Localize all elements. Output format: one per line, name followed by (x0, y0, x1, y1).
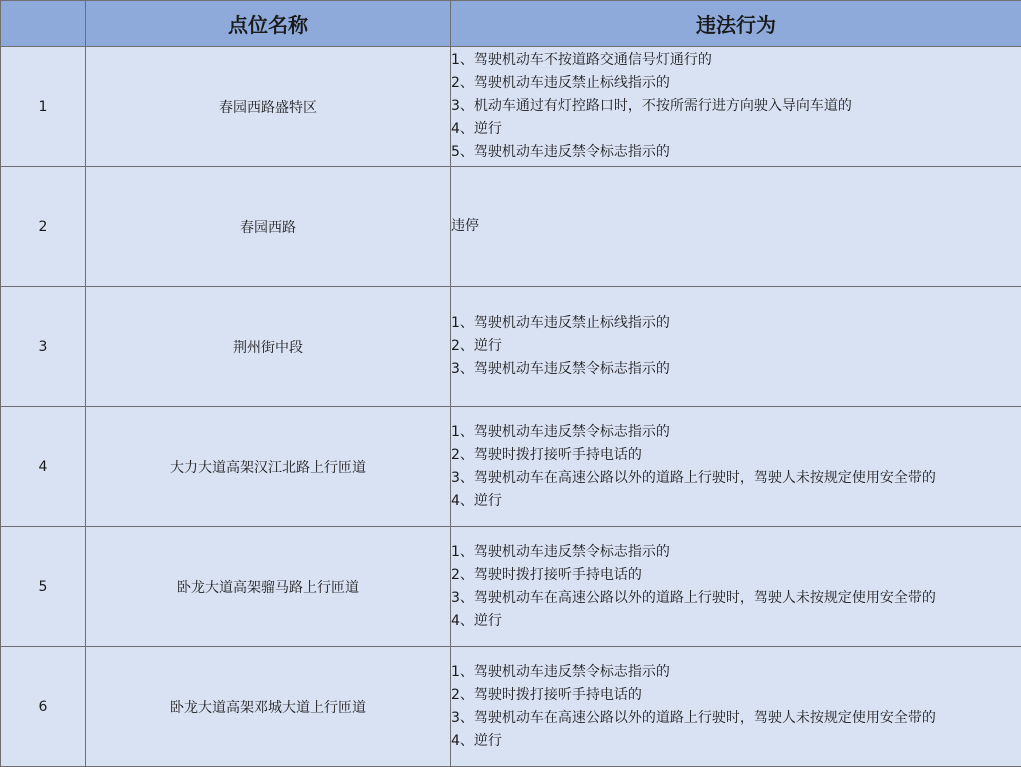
row-violations (451, 527, 1021, 647)
violation-item: 违停 (451, 218, 479, 234)
row-index: 2 (1, 167, 86, 287)
violation-item: 1、驾驶机动车违反禁令标志指示的 (451, 423, 670, 440)
violation-item: 2、驾驶时拨打接听手持电话的 (451, 686, 642, 703)
table-row (1, 47, 1021, 167)
row-location: 春园西路 (86, 167, 451, 287)
violation-item: 3、驾驶机动车在高速公路以外的道路上行驶时，驾驶人未按规定使用安全带的 (451, 469, 936, 486)
table-header (1, 1, 1021, 47)
violation-item: 2、驾驶时拨打接听手持电话的 (451, 566, 642, 583)
table-row (1, 407, 1021, 527)
violation-item: 3、驾驶机动车在高速公路以外的道路上行驶时，驾驶人未按规定使用安全带的 (451, 709, 936, 726)
row-index: 1 (1, 47, 86, 167)
row-index: 5 (1, 527, 86, 647)
header-violation-behavior: 违法行为 (451, 1, 1021, 47)
header-index (1, 1, 86, 47)
row-violations (451, 287, 1021, 407)
row-index: 3 (1, 287, 86, 407)
violation-item: 4、逆行 (451, 732, 502, 749)
violation-item: 1、驾驶机动车违反禁令标志指示的 (451, 663, 670, 680)
header-location-name: 点位名称 (86, 1, 451, 47)
violation-item: 1、驾驶机动车违反禁令标志指示的 (451, 543, 670, 560)
row-violations (451, 407, 1021, 527)
row-location: 卧龙大道高架骝马路上行匝道 (86, 527, 451, 647)
violation-item: 4、逆行 (451, 121, 502, 137)
row-index: 6 (1, 647, 86, 767)
row-location: 大力大道高架汉江北路上行匝道 (86, 407, 451, 527)
violation-item: 1、驾驶机动车违反禁止标线指示的 (451, 315, 670, 331)
violation-item: 1、驾驶机动车不按道路交通信号灯通行的 (451, 52, 712, 68)
table-row (1, 647, 1021, 767)
violation-item: 3、驾驶机动车违反禁令标志指示的 (451, 361, 670, 377)
table-body (1, 47, 1021, 767)
violation-item: 4、逆行 (451, 612, 502, 629)
table-row (1, 167, 1021, 287)
table-row (1, 287, 1021, 407)
row-location: 卧龙大道高架邓城大道上行匝道 (86, 647, 451, 767)
row-violations (451, 47, 1021, 167)
header-row (1, 1, 1021, 47)
row-violations (451, 647, 1021, 767)
violation-item: 3、机动车通过有灯控路口时，不按所需行进方向驶入导向车道的 (451, 98, 852, 114)
violation-item: 2、驾驶机动车违反禁止标线指示的 (451, 75, 670, 91)
table-row (1, 527, 1021, 647)
violation-item: 3、驾驶机动车在高速公路以外的道路上行驶时，驾驶人未按规定使用安全带的 (451, 589, 936, 606)
row-location: 荆州街中段 (86, 287, 451, 407)
violation-item: 4、逆行 (451, 492, 502, 509)
violation-item: 2、驾驶时拨打接听手持电话的 (451, 446, 642, 463)
row-location: 春园西路盛特区 (86, 47, 451, 167)
violation-item: 5、驾驶机动车违反禁令标志指示的 (451, 144, 670, 160)
row-violations (451, 167, 1021, 287)
violation-item: 2、逆行 (451, 338, 502, 354)
row-index: 4 (1, 407, 86, 527)
